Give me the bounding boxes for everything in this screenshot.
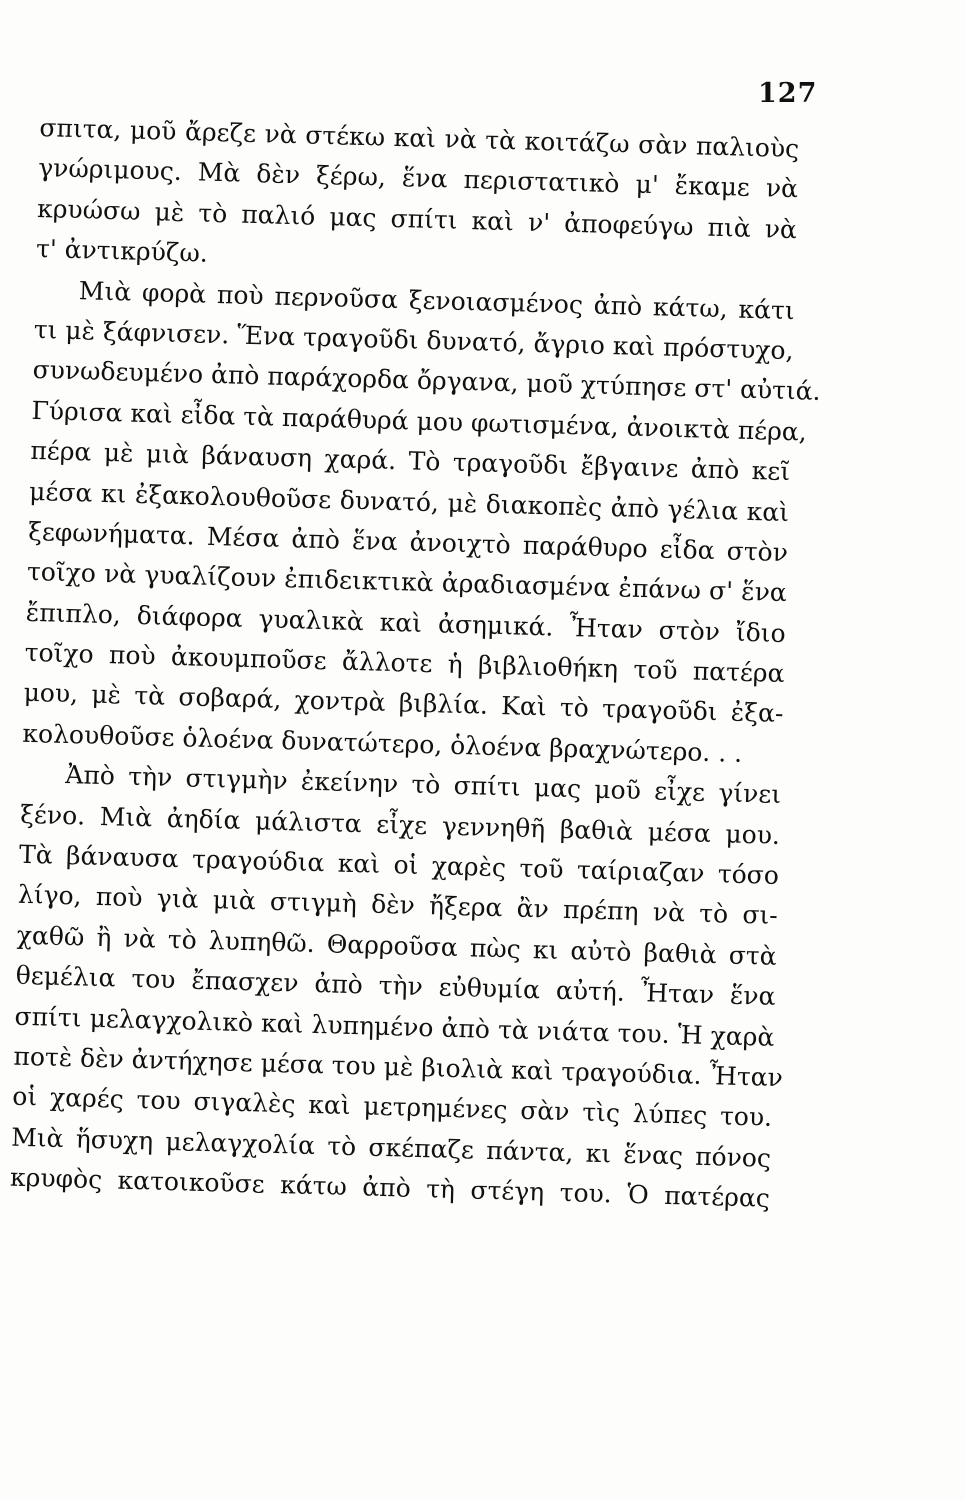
body-text — [9, 108, 822, 1219]
text-line: τοῖχο ποὺ ἀκουμποῦσε ἄλλοτε ἡ βιβλιοθήκη τοῦ πατέρα — [24, 637, 785, 689]
text-line: θεμέλια του ἔπασχεν ἀπὸ τὴν εὐθυμία αὐτή. Ἦταν ἕνα — [15, 960, 776, 1012]
text-line: πέρα μὲ μιὰ βάναυση χαρά. Τὸ τραγοῦδι ἔβγαινε ἀπὸ κεῖ — [30, 435, 791, 487]
text-line: τι μὲ ξάφνισεν. Ἕνα τραγοῦδι δυνατό, ἄγριο καὶ πρόστυχο, — [33, 314, 794, 366]
text-line: Γύρισα καὶ εἶδα τὰ παράθυρά μου φωτισμένα, ἀνοικτὰ πέρα, — [31, 395, 808, 447]
text-line: λίγο, ποὺ γιὰ μιὰ στιγμὴ δὲν ἤξερα ἂν πρέπη νὰ τὸ σι- — [17, 880, 779, 931]
text-line: Μιὰ ἥσυχη μελαγχολία τὸ σκέπαζε πάντα, κι ἕνας πόνος — [10, 1122, 772, 1173]
text-line: γνώριμους. Μὰ δὲν ξέρω, ἕνα περιστατικὸ μ' ἔκαμε νὰ — [37, 153, 799, 204]
text-line: κρυώσω μὲ τὸ παλιό μας σπίτι καὶ ν' ἀποφεύγω πιὰ νὰ — [36, 193, 798, 244]
text-line: συνωδευμένο ἀπὸ παράχορδα ὄργανα, μοῦ χτύπησε στ' αὐτιά. — [32, 355, 822, 407]
text-line: μου, μὲ τὰ σοβαρά, χοντρὰ βιβλία. Καὶ τὸ τραγοῦδι ἐξα- — [23, 678, 784, 729]
text-line: ἔπιπλο, διάφορα γυαλικὰ καὶ ἀσημικά. Ἦταν στὸν ἴδιο — [25, 597, 787, 648]
page-number: 127 — [758, 78, 818, 109]
text-line: ποτὲ δὲν ἀντήχησε μέσα του μὲ βιολιὰ καὶ τραγούδια. Ἦταν — [13, 1041, 784, 1093]
text-line: οἱ χαρές του σιγαλὲς καὶ μετρημένες σὰν τὶς λύπες του. — [11, 1081, 773, 1133]
text-line: τοῖχο νὰ γυαλίζουν ἐπιδεικτικὰ ἀραδιασμένα ἐπάνω σ' ἕνα — [26, 557, 788, 608]
text-line: μέσα κι ἐξακολουθοῦσε δυνατό, μὲ διακοπὲς ἀπὸ γέλια καὶ — [28, 476, 790, 527]
text-line: ξεφωνήματα. Μέσα ἀπὸ ἕνα ἀνοιχτὸ παράθυρο εἶδα στὸν — [27, 516, 789, 567]
text-line: σπιτα, μοῦ ἄρεζε νὰ στέκω καὶ νὰ τὰ κοιτάζω σὰν παλιοὺς — [39, 112, 800, 164]
text-line: κολουθοῦσε ὁλοένα δυνατώτερο, ὁλοένα βραχνώτερο. . . — [22, 718, 743, 768]
text-line: ξένο. Μιὰ ἀηδία μάλιστα εἶχε γεννηθῆ βαθιὰ μέσα μου. — [19, 799, 781, 850]
text-line: κρυφὸς κατοικοῦσε κάτω ἀπὸ τὴ στέγη του. Ὁ πατέρας — [9, 1162, 771, 1213]
text-line: σπίτι μελαγχολικὸ καὶ λυπημένο ἀπὸ τὰ νιάτα του. Ἡ χαρὰ — [14, 1001, 775, 1052]
text-line: τ' ἀντικρύζω. — [35, 234, 209, 268]
text-line: χαθῶ ἢ νὰ τὸ λυπηθῶ. Θαρροῦσα πὼς κι αὐτὸ βαθιὰ στὰ — [16, 920, 778, 971]
paragraph-first-line: Μιὰ φορὰ ποὺ περνοῦσα ξενοιασμένος ἀπὸ κάτω, κάτι — [78, 275, 796, 325]
paragraph-first-line: Ἀπὸ τὴν στιγμὴν ἐκείνην τὸ σπίτι μας μοῦ εἶχε γίνει — [64, 760, 782, 810]
text-line: Τὰ βάναυσα τραγούδια καὶ οἱ χαρὲς τοῦ ταίριαζαν τόσο — [18, 839, 780, 890]
